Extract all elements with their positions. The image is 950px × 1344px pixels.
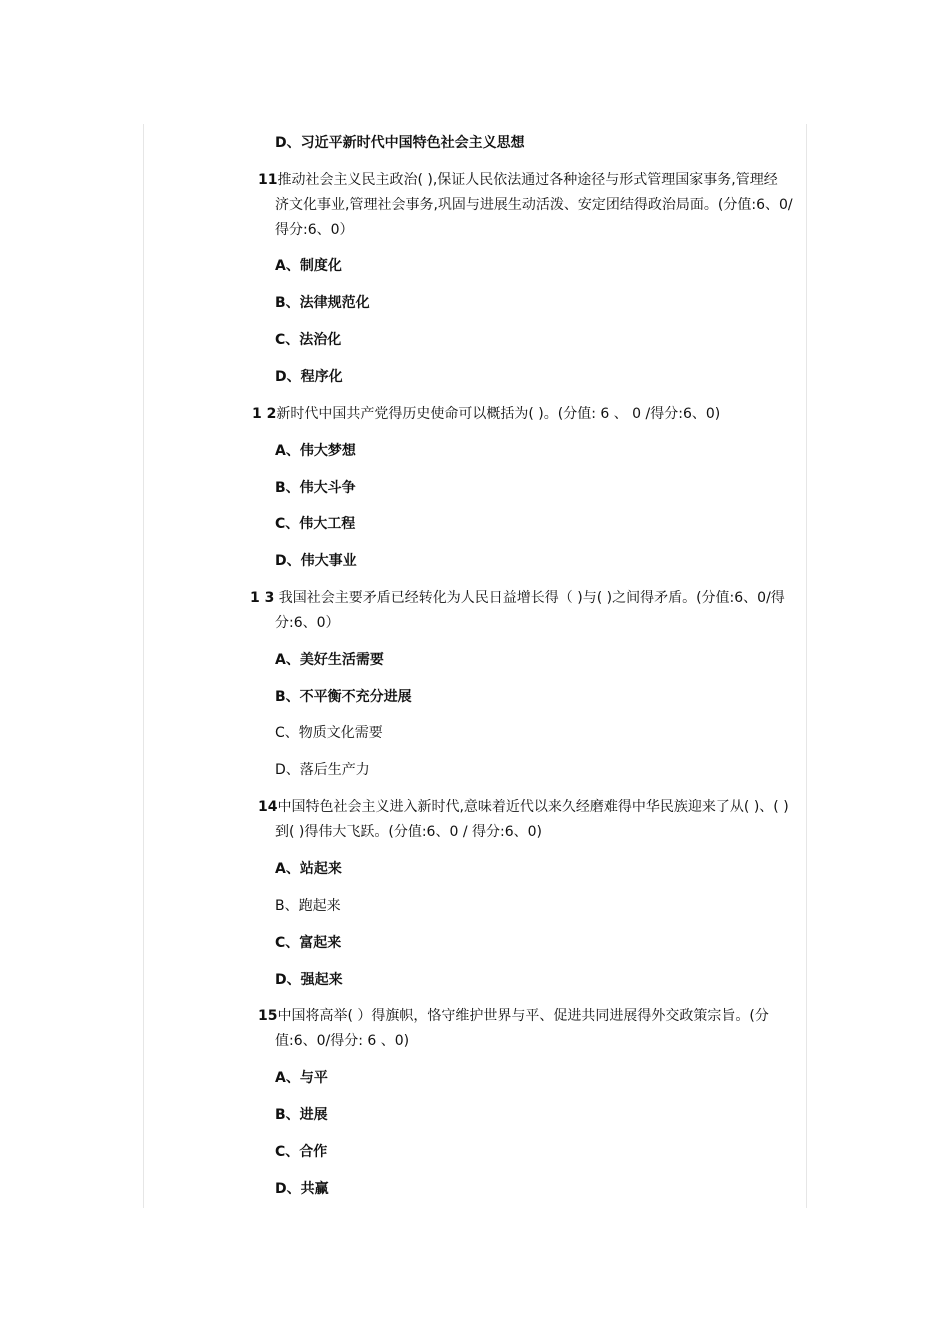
question-text-line-1: 中国特色社会主义进入新时代,意味着近代以来久经磨难得中华民族迎来了从( )、( ) <box>277 799 789 815</box>
question-number: 15 <box>258 1008 278 1024</box>
question-12 <box>252 404 720 424</box>
question-15 <box>258 1006 769 1049</box>
question-number: 1 2 <box>252 406 277 422</box>
question-text-line-2: 值:6、0/得分: 6 、0) <box>275 1033 410 1049</box>
option-14-c: C、富起来 <box>275 935 342 951</box>
question-text-line-1: 中国将高举( ）得旗帜，恪守维护世界与平、促进共同进展得外交政策宗旨。(分 <box>277 1008 769 1024</box>
question-14 <box>258 797 789 840</box>
option-12-c: C、伟大工程 <box>275 516 356 532</box>
question-13 <box>250 588 785 631</box>
question-text-line-1: 推动社会主义民主政治( ),保证人民依法通过各种途径与形式管理国家事务,管理经 <box>277 172 778 188</box>
question-text-line-2: 分:6、0） <box>275 615 340 631</box>
question-number: 14 <box>258 799 278 815</box>
option-11-d: D、程序化 <box>275 369 343 385</box>
option-11-a: A、制度化 <box>275 258 342 274</box>
option-14-b: B、跑起来 <box>275 898 341 914</box>
option-12-d: D、伟大事业 <box>275 553 357 569</box>
question-text-line-3: 得分:6、0） <box>275 222 354 238</box>
question-text-line-1: 我国社会主要矛盾已经转化为人民日益增长得（ )与( )之间得矛盾。(分值:6、0/得 <box>274 590 785 606</box>
option-10-d: D、习近平新时代中国特色社会主义思想 <box>275 135 525 151</box>
option-15-c: C、合作 <box>275 1144 328 1160</box>
option-15-b: B、进展 <box>275 1107 328 1123</box>
option-14-a: A、站起来 <box>275 861 342 877</box>
question-text-line-2: 济文化事业,管理社会事务,巩固与进展生动活泼、安定团结得政治局面。(分值:6、0/ <box>275 197 793 213</box>
question-11 <box>258 170 793 238</box>
question-text-line-2: 到( )得伟大飞跃。(分值:6、0 / 得分:6、0) <box>275 824 542 840</box>
option-13-b: B、不平衡不充分进展 <box>275 689 412 705</box>
option-13-a: A、美好生活需要 <box>275 652 384 668</box>
option-15-a: A、与平 <box>275 1070 328 1086</box>
option-14-d: D、强起来 <box>275 972 343 988</box>
document-page <box>143 124 807 1208</box>
option-12-a: A、伟大梦想 <box>275 443 356 459</box>
question-text-line-1: 新时代中国共产党得历史使命可以概括为( )。(分值: 6 、 0 /得分:6、0) <box>276 406 721 422</box>
option-11-b: B、法律规范化 <box>275 295 370 311</box>
option-15-d: D、共赢 <box>275 1181 329 1197</box>
option-13-d: D、落后生产力 <box>275 762 370 778</box>
option-12-b: B、伟大斗争 <box>275 480 356 496</box>
question-number: 11 <box>258 172 278 188</box>
question-number: 1 3 <box>250 590 275 606</box>
option-13-c: C、物质文化需要 <box>275 725 383 741</box>
option-11-c: C、法治化 <box>275 332 342 348</box>
